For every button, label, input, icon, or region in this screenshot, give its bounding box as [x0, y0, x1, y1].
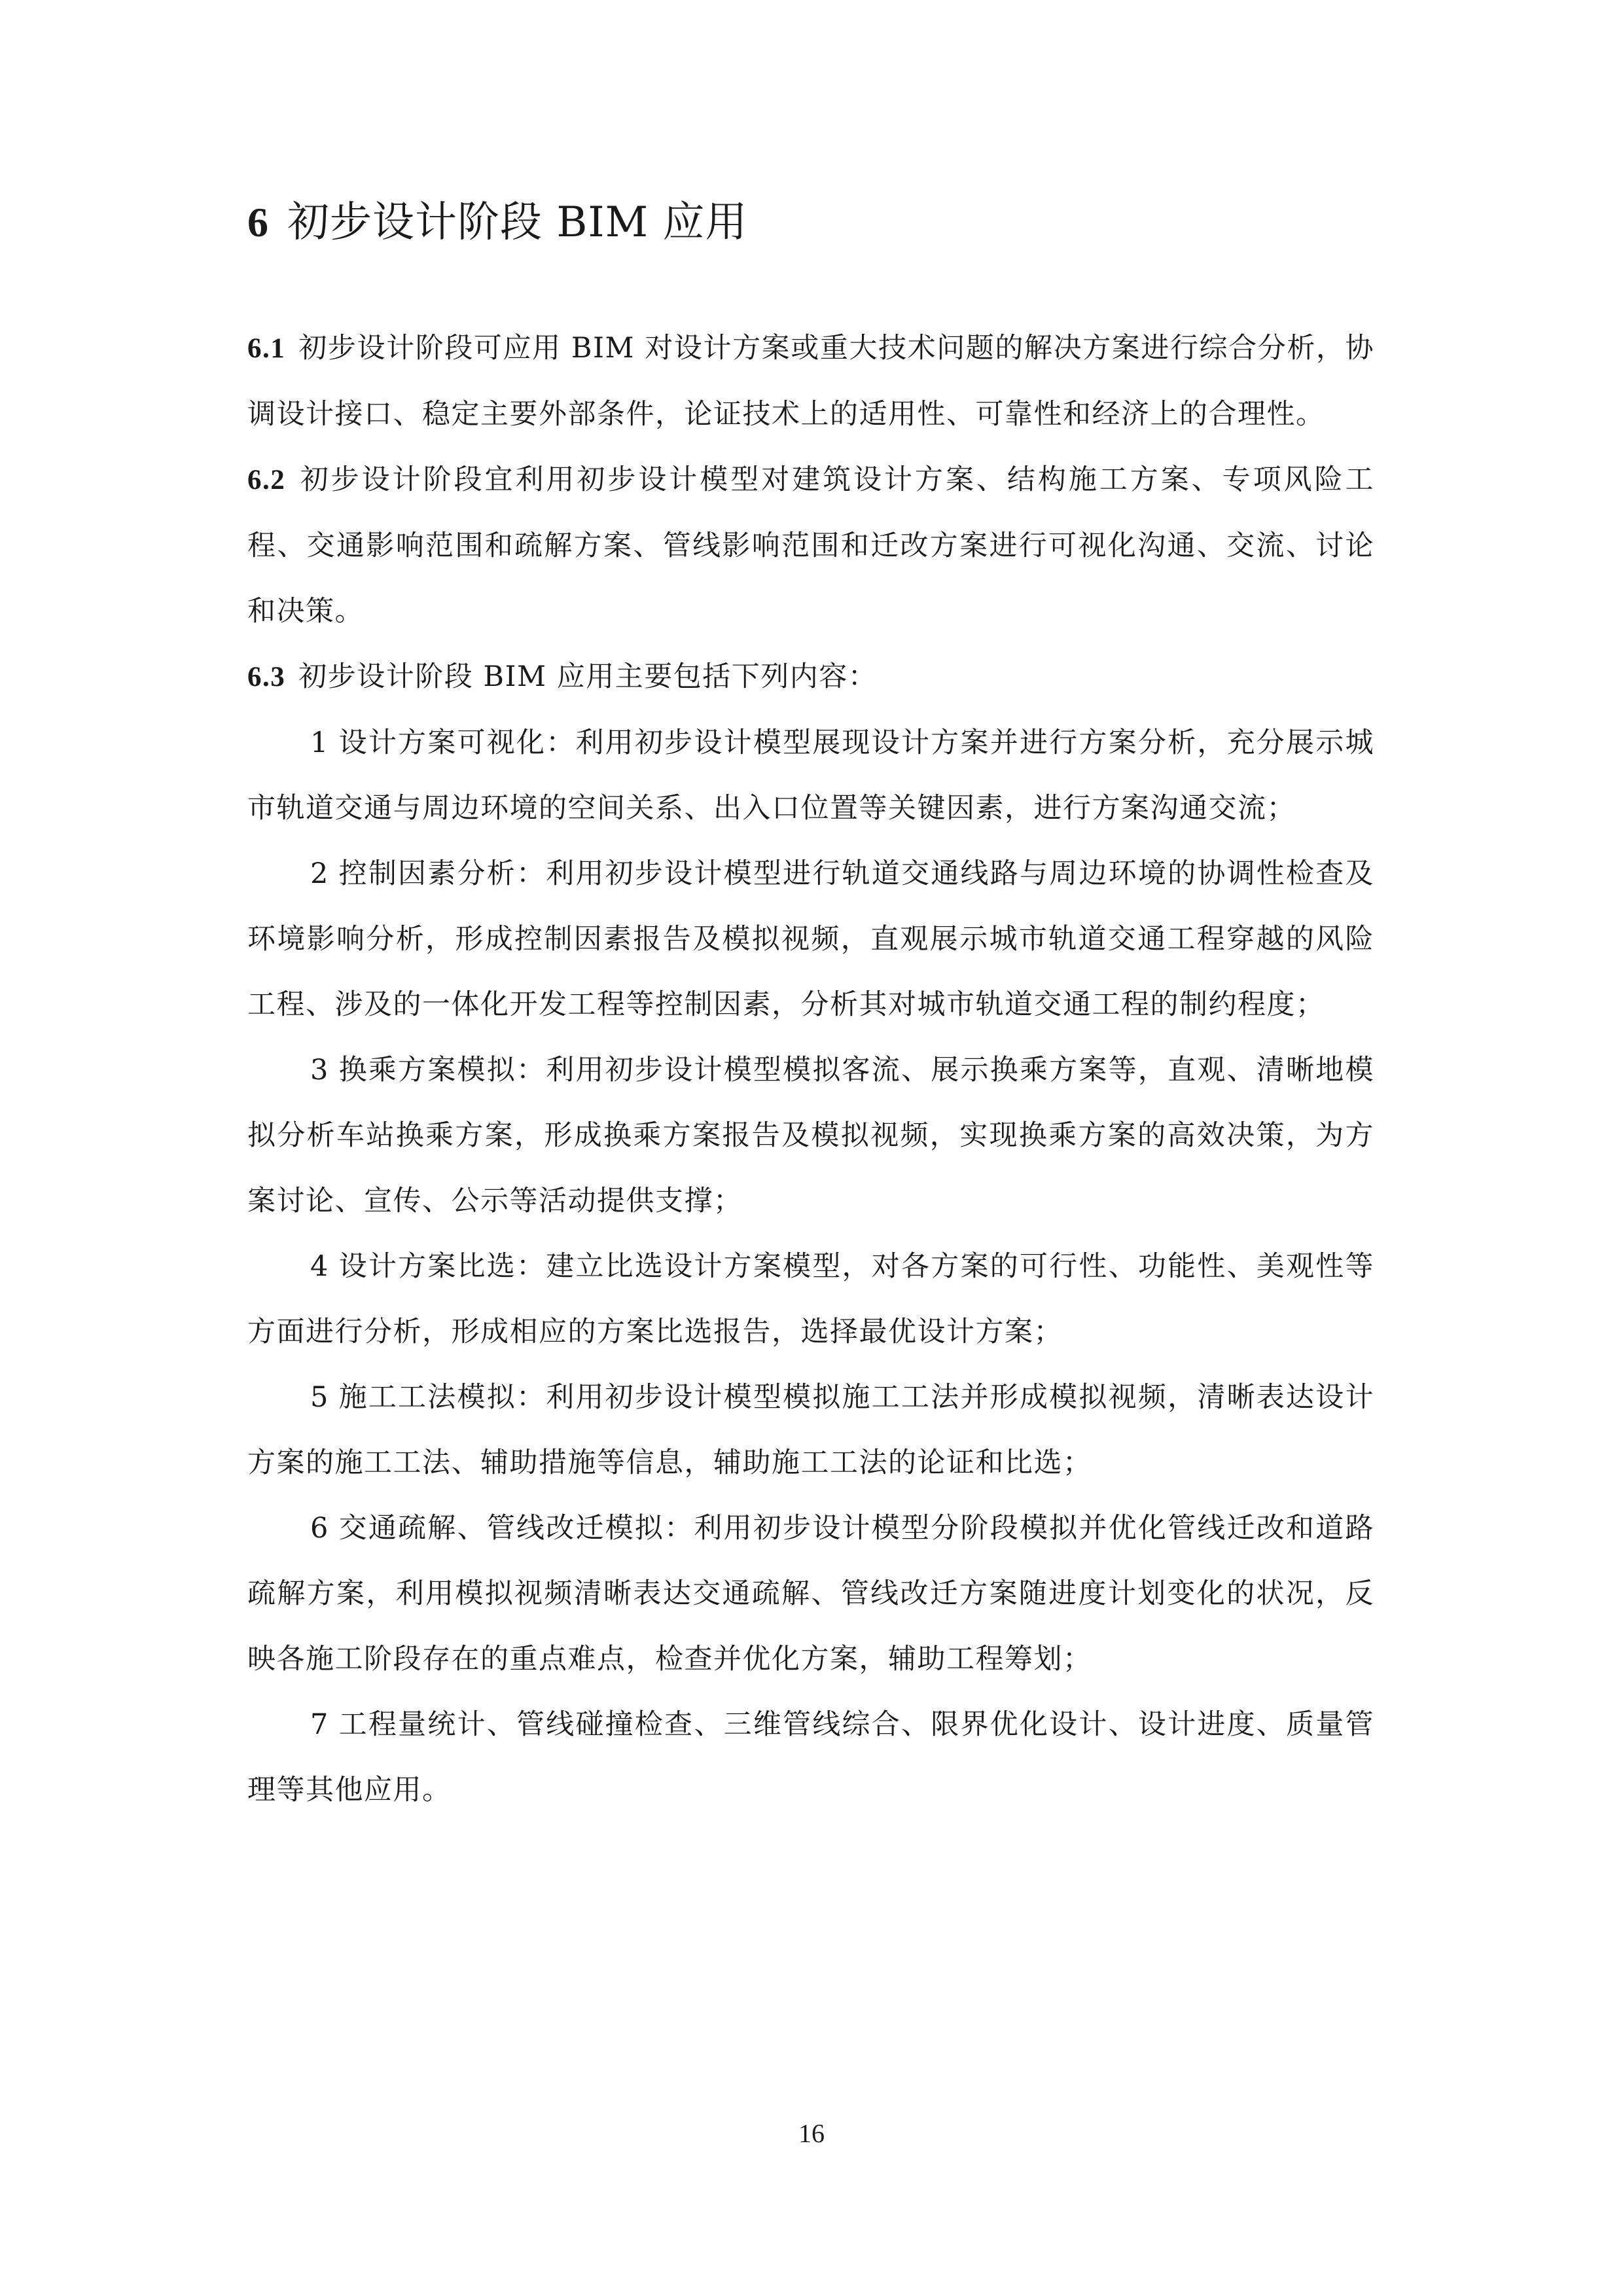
page-number: 16: [798, 2119, 825, 2148]
item-number: 6: [310, 1512, 329, 1545]
clause-text: 初步设计阶段 BIM 应用主要包括下列内容：: [298, 660, 878, 693]
item-text: 设计方案比选：建立比选设计方案模型，对各方案的可行性、功能性、美观性等方面进行分析，形成相应的方案比选报告，选择最优设计方案；: [247, 1250, 1374, 1348]
page-content: [247, 190, 1374, 1823]
list-item-6: [247, 1496, 1374, 1692]
list-item-5: [247, 1365, 1374, 1496]
item-text: 工程量统计、管线碰撞检查、三维管线综合、限界优化设计、设计进度、质量管理等其他应用。: [247, 1708, 1374, 1806]
list-item-2: [247, 841, 1374, 1037]
item-text: 施工工法模拟：利用初步设计模型模拟施工工法并形成模拟视频，清晰表达设计方案的施工工法、辅助措施等信息，辅助施工工法的论证和比选；: [247, 1381, 1374, 1479]
chapter-title: 初步设计阶段 BIM 应用: [287, 198, 748, 247]
clause-number: 6.3: [247, 662, 286, 692]
item-number: 7: [310, 1708, 329, 1741]
item-text: 换乘方案模拟：利用初步设计模型模拟客流、展示换乘方案等，直观、清晰地模拟分析车站换乘方案，形成换乘方案报告及模拟视频，实现换乘方案的高效决策，为方案讨论、宣传、公示等活动提供支撑；: [247, 1054, 1374, 1217]
list-item-1: [247, 710, 1374, 841]
clause-number: 6.1: [247, 333, 286, 364]
clause-6-3: [247, 644, 1374, 710]
chapter-heading: [247, 190, 1374, 255]
item-number: 3: [310, 1054, 329, 1086]
list-item-3: [247, 1037, 1374, 1234]
chapter-number: 6: [247, 199, 269, 245]
clause-6-2: [247, 447, 1374, 644]
item-number: 5: [310, 1381, 329, 1414]
clause-text: 初步设计阶段可应用 BIM 对设计方案或重大技术问题的解决方案进行综合分析，协调设计接口、稳定主要外部条件，论证技术上的适用性、可靠性和经济上的合理性。: [247, 332, 1374, 431]
item-number: 2: [310, 857, 329, 890]
clause-text: 初步设计阶段宜利用初步设计模型对建筑设计方案、结构施工方案、专项风险工程、交通影响范围和疏解方案、管线影响范围和迁改方案进行可视化沟通、交流、讨论和决策。: [247, 463, 1374, 628]
list-item-4: [247, 1234, 1374, 1365]
item-text: 设计方案可视化：利用初步设计模型展现设计方案并进行方案分析，充分展示城市轨道交通与周边环境的空间关系、出入口位置等关键因素，进行方案沟通交流；: [247, 726, 1374, 825]
clause-number: 6.2: [247, 465, 286, 495]
list-item-7: [247, 1692, 1374, 1823]
item-number: 4: [310, 1250, 329, 1283]
item-text: 控制因素分析：利用初步设计模型进行轨道交通线路与周边环境的协调性检查及环境影响分析，形成控制因素报告及模拟视频，直观展示城市轨道交通工程穿越的风险工程、涉及的一体化开发工程等控制因素，分析其对城市轨道交通工程的制约程度；: [247, 857, 1374, 1021]
clause-6-1: [247, 315, 1374, 447]
item-number: 1: [310, 726, 329, 759]
item-text: 交通疏解、管线改迁模拟：利用初步设计模型分阶段模拟并优化管线迁改和道路疏解方案，利用模拟视频清晰表达交通疏解、管线改迁方案随进度计划变化的状况，反映各施工阶段存在的重点难点，检查并优化方案，辅助工程筹划；: [247, 1512, 1374, 1676]
